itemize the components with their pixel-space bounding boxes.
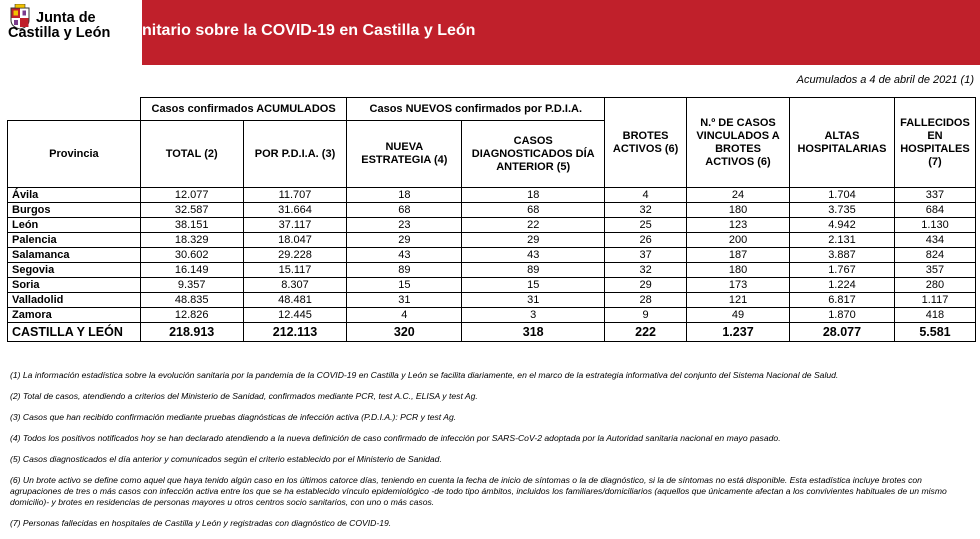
table-row bbox=[8, 248, 976, 263]
cell-diag: 22 bbox=[462, 218, 605, 233]
col-header-nueva: NUEVA ESTRATEGIA (4) bbox=[347, 121, 462, 188]
cell-provincia: Ávila bbox=[8, 188, 141, 203]
col-header-brotes: BROTES ACTIVOS (6) bbox=[605, 98, 687, 188]
cell-provincia: Valladolid bbox=[8, 293, 141, 308]
cell-provincia: León bbox=[8, 218, 141, 233]
total-cell-brotes: 222 bbox=[605, 323, 687, 342]
cell-fallecidos: 357 bbox=[894, 263, 975, 278]
table-row bbox=[8, 218, 976, 233]
covid-table bbox=[7, 97, 976, 342]
cell-fallecidos: 337 bbox=[894, 188, 975, 203]
cell-total: 32.587 bbox=[140, 203, 243, 218]
cell-altas: 4.942 bbox=[789, 218, 894, 233]
cell-provincia: Burgos bbox=[8, 203, 141, 218]
cell-altas: 1.767 bbox=[789, 263, 894, 278]
cell-nueva: 68 bbox=[347, 203, 462, 218]
cell-pdia: 29.228 bbox=[243, 248, 347, 263]
cell-nueva: 15 bbox=[347, 278, 462, 293]
cell-nueva: 43 bbox=[347, 248, 462, 263]
cell-diag: 18 bbox=[462, 188, 605, 203]
cell-brotes: 9 bbox=[605, 308, 687, 323]
cell-vinculados: 49 bbox=[687, 308, 790, 323]
total-cell-total: 218.913 bbox=[140, 323, 243, 342]
cell-altas: 3.887 bbox=[789, 248, 894, 263]
cell-total: 16.149 bbox=[140, 263, 243, 278]
table-row bbox=[8, 308, 976, 323]
cell-fallecidos: 684 bbox=[894, 203, 975, 218]
cell-diag: 68 bbox=[462, 203, 605, 218]
footnote: (2) Total de casos, atendiendo a criterios del Ministerio de Sanidad, confirmados mediante PCR, test A.C., ELISA y test Ag. bbox=[10, 391, 478, 401]
total-row bbox=[8, 323, 976, 342]
header-bar bbox=[0, 0, 980, 65]
col-header-total: TOTAL (2) bbox=[140, 121, 243, 188]
footnote: (6) Un brote activo se define como aquel que haya tenido algún caso en los últimos catorce días, teniendo en cuenta la fecha de inicio de síntomas o la de diagnóstico, si la de síntomas no está disponible. Esta estadística incluye brotes con agrupaciones de tres o más casos con infección activa entre los que se ha establecido vínculo epidemiológico -de todo tipo ámbitos, incluidos los familiares/domiciliarios (aquellos que únicamente afectan a los convivientes habituales de un mismo domicilio)- y brotes en residencias de personas mayores u otros centros socio sanitarios, con uno o más casos. bbox=[10, 475, 947, 507]
table-row bbox=[8, 188, 976, 203]
cell-altas: 6.817 bbox=[789, 293, 894, 308]
cell-brotes: 29 bbox=[605, 278, 687, 293]
cell-vinculados: 173 bbox=[687, 278, 790, 293]
cell-nueva: 31 bbox=[347, 293, 462, 308]
cell-diag: 15 bbox=[462, 278, 605, 293]
cell-nueva: 23 bbox=[347, 218, 462, 233]
logo-text bbox=[8, 10, 111, 41]
cell-nueva: 4 bbox=[347, 308, 462, 323]
cell-nueva: 18 bbox=[347, 188, 462, 203]
col-header-vinculados: N.º DE CASOS VINCULADOS A BROTES ACTIVOS (6) bbox=[687, 98, 790, 188]
cell-altas: 1.870 bbox=[789, 308, 894, 323]
logo bbox=[0, 0, 142, 65]
group-header-acumulados: Casos confirmados ACUMULADOS bbox=[140, 98, 347, 121]
cell-provincia: Zamora bbox=[8, 308, 141, 323]
cell-altas: 1.224 bbox=[789, 278, 894, 293]
cell-nueva: 29 bbox=[347, 233, 462, 248]
cell-pdia: 31.664 bbox=[243, 203, 347, 218]
col-header-fallecidos: FALLECIDOS EN HOSPITALES (7) bbox=[894, 98, 975, 188]
total-cell-fallecidos: 5.581 bbox=[894, 323, 975, 342]
total-cell-altas: 28.077 bbox=[789, 323, 894, 342]
cell-pdia: 37.117 bbox=[243, 218, 347, 233]
footnote: (7) Personas fallecidas en hospitales de Castilla y León y registradas con diagnóstico de COVID-19. bbox=[10, 518, 392, 528]
cell-vinculados: 123 bbox=[687, 218, 790, 233]
cell-pdia: 48.481 bbox=[243, 293, 347, 308]
cell-total: 38.151 bbox=[140, 218, 243, 233]
cell-provincia: Segovia bbox=[8, 263, 141, 278]
footnotes bbox=[10, 370, 975, 539]
cell-brotes: 37 bbox=[605, 248, 687, 263]
cell-total: 9.357 bbox=[140, 278, 243, 293]
cell-vinculados: 180 bbox=[687, 263, 790, 278]
group-header-nuevos: Casos NUEVOS confirmados por P.D.I.A. bbox=[347, 98, 605, 121]
cell-altas: 3.735 bbox=[789, 203, 894, 218]
total-cell-vinculados: 1.237 bbox=[687, 323, 790, 342]
cell-diag: 3 bbox=[462, 308, 605, 323]
col-header-diag: CASOS DIAGNOSTICADOS DÍA ANTERIOR (5) bbox=[462, 121, 605, 188]
cell-total: 18.329 bbox=[140, 233, 243, 248]
footnote: (5) Casos diagnosticados el día anterior y comunicados según el criterio establecido por el Ministerio de Sanidad. bbox=[10, 454, 442, 464]
table-row bbox=[8, 293, 976, 308]
cell-brotes: 25 bbox=[605, 218, 687, 233]
cell-diag: 29 bbox=[462, 233, 605, 248]
cell-brotes: 28 bbox=[605, 293, 687, 308]
cell-altas: 1.704 bbox=[789, 188, 894, 203]
cell-fallecidos: 418 bbox=[894, 308, 975, 323]
cell-total: 12.077 bbox=[140, 188, 243, 203]
table-body bbox=[8, 188, 976, 342]
cell-brotes: 32 bbox=[605, 263, 687, 278]
cell-total: 48.835 bbox=[140, 293, 243, 308]
col-header-altas: ALTAS HOSPITALARIAS bbox=[789, 98, 894, 188]
cell-nueva: 89 bbox=[347, 263, 462, 278]
table-row bbox=[8, 263, 976, 278]
cell-brotes: 4 bbox=[605, 188, 687, 203]
cell-pdia: 12.445 bbox=[243, 308, 347, 323]
footnote: (1) La información estadística sobre la evolución sanitaria por la pandemia de la COVID-19 en Castilla y León se facilita diariamente, en el marco de la estrategia informativa del conjunto del Sistema Nacional de Salud. bbox=[10, 370, 839, 380]
cell-provincia: Palencia bbox=[8, 233, 141, 248]
total-cell-nueva: 320 bbox=[347, 323, 462, 342]
cell-pdia: 11.707 bbox=[243, 188, 347, 203]
cell-brotes: 26 bbox=[605, 233, 687, 248]
cell-diag: 31 bbox=[462, 293, 605, 308]
cell-vinculados: 121 bbox=[687, 293, 790, 308]
table-row bbox=[8, 203, 976, 218]
col-header-provincia: Provincia bbox=[8, 121, 141, 188]
cell-fallecidos: 1.130 bbox=[894, 218, 975, 233]
cell-pdia: 15.117 bbox=[243, 263, 347, 278]
cell-provincia: Soria bbox=[8, 278, 141, 293]
total-cell-pdia: 212.113 bbox=[243, 323, 347, 342]
logo-line-1: Junta de bbox=[36, 10, 96, 26]
total-cell-diag: 318 bbox=[462, 323, 605, 342]
cell-vinculados: 24 bbox=[687, 188, 790, 203]
cell-altas: 2.131 bbox=[789, 233, 894, 248]
cell-fallecidos: 824 bbox=[894, 248, 975, 263]
cell-vinculados: 180 bbox=[687, 203, 790, 218]
col-header-pdia: POR P.D.I.A. (3) bbox=[243, 121, 347, 188]
cell-total: 30.602 bbox=[140, 248, 243, 263]
footnote: (4) Todos los positivos notificados hoy se han declarado atendiendo a la nueva definición de caso confirmado de infección por SARS-CoV-2 adoptada por la Autoridad sanitaria nacional en mayo pasado. bbox=[10, 433, 781, 443]
cell-fallecidos: 434 bbox=[894, 233, 975, 248]
blank-header bbox=[8, 98, 141, 121]
cell-fallecidos: 280 bbox=[894, 278, 975, 293]
cell-vinculados: 187 bbox=[687, 248, 790, 263]
table-row bbox=[8, 278, 976, 293]
cell-provincia: Salamanca bbox=[8, 248, 141, 263]
table-row bbox=[8, 233, 976, 248]
logo-line-2: Castilla y León bbox=[8, 25, 111, 41]
footnote: (3) Casos que han recibido confirmación mediante pruebas diagnósticas de infección activa (P.D.I.A.): PCR y test Ag. bbox=[10, 412, 457, 422]
cell-pdia: 18.047 bbox=[243, 233, 347, 248]
cell-diag: 43 bbox=[462, 248, 605, 263]
cell-brotes: 32 bbox=[605, 203, 687, 218]
cell-diag: 89 bbox=[462, 263, 605, 278]
cell-pdia: 8.307 bbox=[243, 278, 347, 293]
cell-total: 12.826 bbox=[140, 308, 243, 323]
page-title: nitario sobre la COVID-19 en Castilla y León bbox=[142, 22, 476, 39]
cell-vinculados: 200 bbox=[687, 233, 790, 248]
total-cell-provincia: CASTILLA Y LEÓN bbox=[8, 323, 141, 342]
date-line: Acumulados a 4 de abril de 2021 (1) bbox=[796, 74, 974, 86]
cell-fallecidos: 1.117 bbox=[894, 293, 975, 308]
